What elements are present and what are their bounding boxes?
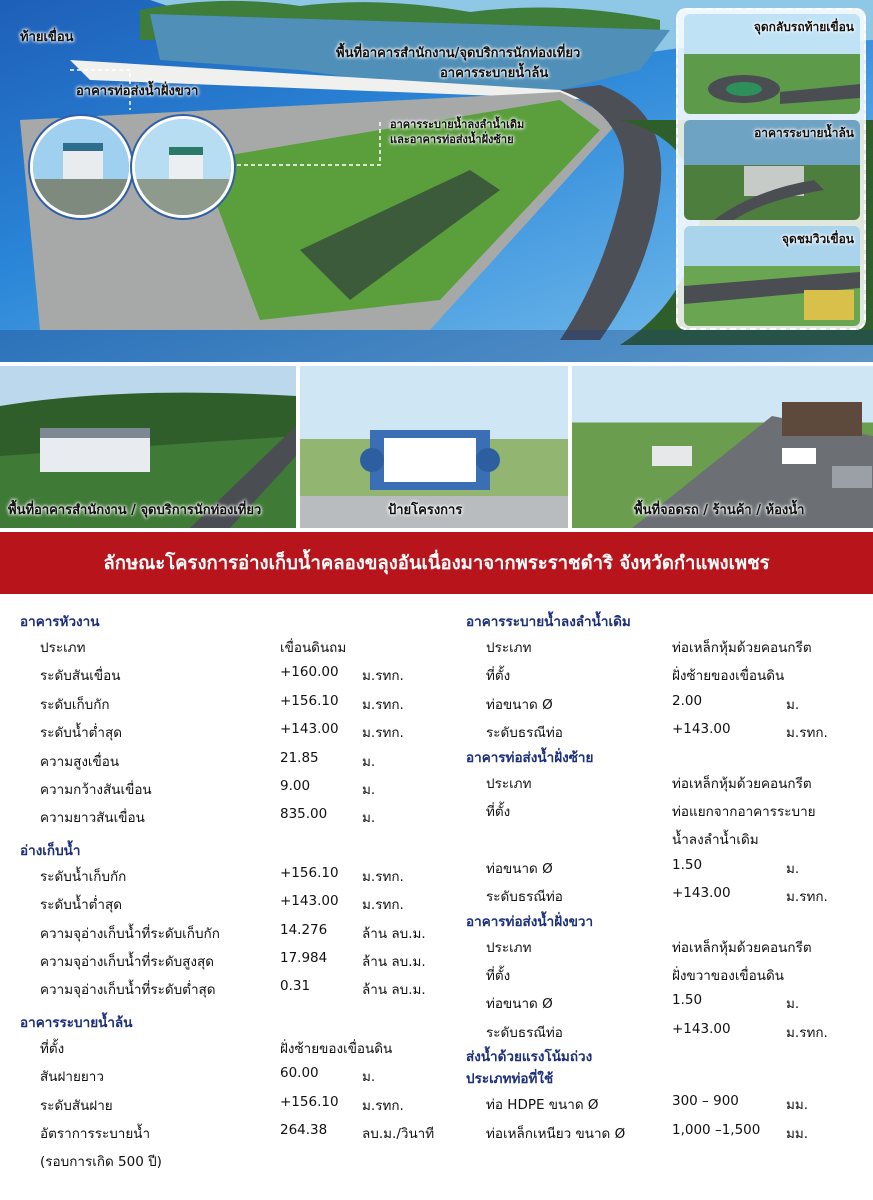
spec-value: ท่อแยกจากอาคารระบาย [672, 804, 816, 820]
section-title: อาคารท่อส่งน้ำฝั่งซ้าย [466, 749, 594, 766]
spec-label: ประเภท [40, 640, 86, 656]
spec-value: 60.00 [280, 1065, 319, 1082]
label-spillway: อาคารระบายน้ำล้น [440, 66, 549, 81]
spec-label: ความสูงเขื่อน [40, 753, 120, 770]
spec-label: ท่อเหล็กเหนียว ขนาด Ø [486, 1125, 626, 1142]
spec-value: 17.984 [280, 950, 328, 966]
spec-unit: ม.รทก. [786, 889, 828, 906]
spec-label: ท่อขนาด Ø [486, 996, 553, 1013]
strip-caption: พื้นที่จอดรถ / ร้านค้า / ห้องน้ำ [634, 503, 805, 518]
spec-label: อัตราการระบายน้ำ [40, 1126, 151, 1142]
spec-label: ประเภท [486, 939, 532, 956]
spec-value: +143.00 [672, 721, 731, 738]
spec-value: 14.276 [280, 921, 328, 938]
spec-value: ฝั่งซ้ายของเขื่อนดิน [672, 668, 785, 685]
spec-label: สันฝายยาว [40, 1069, 104, 1086]
spec-unit: ม.รทก. [362, 897, 404, 914]
spec-value: +143.00 [280, 721, 339, 738]
spec-value: ท่อเหล็กหุ้มด้วยคอนกรีต [672, 939, 812, 956]
inset-caption: อาคารระบายน้ำล้น [754, 126, 854, 140]
spec-label: ที่ตั้ง [486, 668, 511, 685]
spec-label: ระดับน้ำเก็บกัก [40, 868, 127, 885]
spec-value: 9.00 [280, 778, 311, 794]
label-office-area: พื้นที่อาคารสำนักงาน/จุดบริการนักท่องเที่ยว [336, 46, 581, 61]
spec-unit: มม. [786, 1125, 809, 1142]
spec-label: ที่ตั้ง [40, 1040, 65, 1057]
spec-label: ประเภท [486, 640, 532, 656]
section-title: อ่างเก็บน้ำ [20, 842, 81, 859]
section-title: อาคารระบายน้ำลงลำน้ำเดิม [466, 614, 631, 630]
circle-inset-left-outlet [132, 116, 234, 218]
spec-label: ที่ตั้ง [486, 804, 511, 820]
spec-unit: ม.รทก. [362, 696, 404, 713]
spec-unit: ม. [362, 753, 376, 770]
spec-value: +156.10 [280, 1093, 339, 1110]
spec-unit: ม.รทก. [362, 868, 404, 885]
spec-label: ความยาวสันเขื่อน [40, 810, 145, 827]
strip-caption: ป้ายโครงการ [388, 503, 463, 518]
spec-value: +160.00 [280, 664, 339, 681]
spec-label: ความจุอ่างเก็บน้ำที่ระดับสูงสุด [40, 954, 215, 970]
photo-office-area [0, 366, 296, 528]
section-title: อาคารหัวงาน [20, 614, 100, 630]
building-illustration [33, 119, 132, 218]
spec-value: ท่อเหล็กหุ้มด้วยคอนกรีต [672, 775, 812, 792]
spec-unit: ม.รทก. [786, 1024, 828, 1041]
spec-value: +143.00 [672, 1020, 731, 1037]
spec-unit: ม. [362, 810, 376, 827]
spec-label: ความจุอ่างเก็บน้ำที่ระดับต่ำสุด [40, 982, 216, 999]
spec-unit: ม.รทก. [362, 1097, 404, 1114]
section-title: ประเภทท่อที่ใช้ [466, 1071, 554, 1088]
spec-value: น้ำลงลำน้ำเดิม [672, 832, 759, 849]
photo-parking [572, 366, 873, 528]
spec-value: ท่อเหล็กหุ้มด้วยคอนกรีต [672, 640, 812, 656]
spec-value: 1.50 [672, 992, 703, 1009]
aerial-rendering [0, 0, 873, 362]
spec-value: +156.10 [280, 864, 339, 881]
spec-value: 2.00 [672, 692, 703, 709]
spec-unit: ม. [786, 860, 800, 877]
circle-inset-right-outlet [30, 116, 132, 218]
spec-label: ระดับธรณีท่อ [486, 725, 563, 742]
spec-label: ระดับเก็บกัก [40, 696, 110, 713]
label-downstream: ท้ายเขื่อน [20, 30, 74, 45]
page-title: ลักษณะโครงการอ่างเก็บน้ำคลองขลุงอันเนื่องมาจากพระราชดำริ จังหวัดกำแพงเพชร [103, 552, 770, 574]
photo-project-sign [300, 366, 568, 528]
spec-value: ฝั่งขวาของเขื่อนดิน [672, 968, 784, 984]
spec-unit: ม. [362, 782, 376, 798]
spec-unit: ม. [786, 996, 800, 1013]
spec-unit: มม. [786, 1097, 809, 1114]
inset-caption: จุดชมวิวเขื่อน [781, 232, 854, 246]
strip-caption: พื้นที่อาคารสำนักงาน / จุดบริการนักท่องเที่ยว [8, 503, 262, 518]
section-title: อาคารท่อส่งน้ำฝั่งขวา [466, 913, 594, 930]
building-illustration [135, 119, 234, 218]
spec-label: ระดับน้ำต่ำสุด [40, 897, 123, 914]
section-title: อาคารระบายน้ำล้น [20, 1014, 133, 1031]
spec-value: 300 – 900 [672, 1093, 739, 1110]
spec-unit: ลบ.ม./วินาที [362, 1126, 435, 1142]
spec-unit: ม.รทก. [786, 725, 828, 742]
spec-value: เขื่อนดินถม [280, 640, 347, 656]
spec-unit: ล้าน ลบ.ม. [362, 954, 426, 970]
spec-value: 0.31 [280, 978, 311, 995]
inset-viewpoint [684, 226, 860, 326]
spec-unit: ม.รทก. [362, 725, 404, 742]
inset-caption: จุดกลับรถท้ายเขื่อน [753, 20, 854, 34]
spec-unit: ม. [362, 1069, 376, 1086]
spec-label: ท่อ HDPE ขนาด Ø [486, 1097, 599, 1114]
inset-spillway [684, 120, 860, 220]
spec-label: ท่อขนาด Ø [486, 860, 553, 877]
spec-value: +143.00 [672, 885, 731, 902]
spec-value: 1.50 [672, 856, 703, 873]
spec-value: 21.85 [280, 749, 319, 766]
spec-label: ระดับน้ำต่ำสุด [40, 725, 123, 742]
label-river-outlet: อาคารระบายน้ำลงลำน้ำเดิม [390, 118, 525, 131]
spec-unit: ล้าน ลบ.ม. [362, 982, 426, 999]
label-right-outlet: อาคารท่อส่งน้ำฝั่งขวา [76, 84, 199, 99]
spec-unit: ล้าน ลบ.ม. [362, 925, 426, 942]
spec-label: ความจุอ่างเก็บน้ำที่ระดับเก็บกัก [40, 925, 220, 942]
spec-label: ระดับสันเขื่อน [40, 668, 121, 685]
label-left-outlet: และอาคารท่อส่งน้ำฝั่งซ้าย [390, 133, 514, 146]
spec-label: ระดับธรณีท่อ [486, 889, 563, 906]
spec-label: ความกว้างสันเขื่อน [40, 782, 152, 798]
spec-label: ท่อขนาด Ø [486, 696, 553, 713]
spec-label: (รอบการเกิด 500 ปี) [40, 1154, 162, 1171]
spec-value: +143.00 [280, 893, 339, 910]
spec-value: +156.10 [280, 692, 339, 709]
spec-label: ที่ตั้ง [486, 968, 511, 984]
spec-label: ระดับธรณีท่อ [486, 1024, 563, 1041]
spec-value: ฝั่งซ้ายของเขื่อนดิน [280, 1040, 393, 1057]
spec-unit: ม.รทก. [362, 668, 404, 685]
section-title: ส่งน้ำด้วยแรงโน้มถ่วง [466, 1049, 593, 1066]
title-band [0, 532, 873, 594]
inset-turnaround [684, 14, 860, 114]
spec-value: 835.00 [280, 806, 328, 823]
spec-label: ระดับสันฝาย [40, 1097, 113, 1114]
spec-value: 1,000 –1,500 [672, 1121, 761, 1138]
spec-label: ประเภท [486, 775, 532, 792]
spec-unit: ม. [786, 696, 800, 713]
spec-value: 264.38 [280, 1122, 328, 1138]
